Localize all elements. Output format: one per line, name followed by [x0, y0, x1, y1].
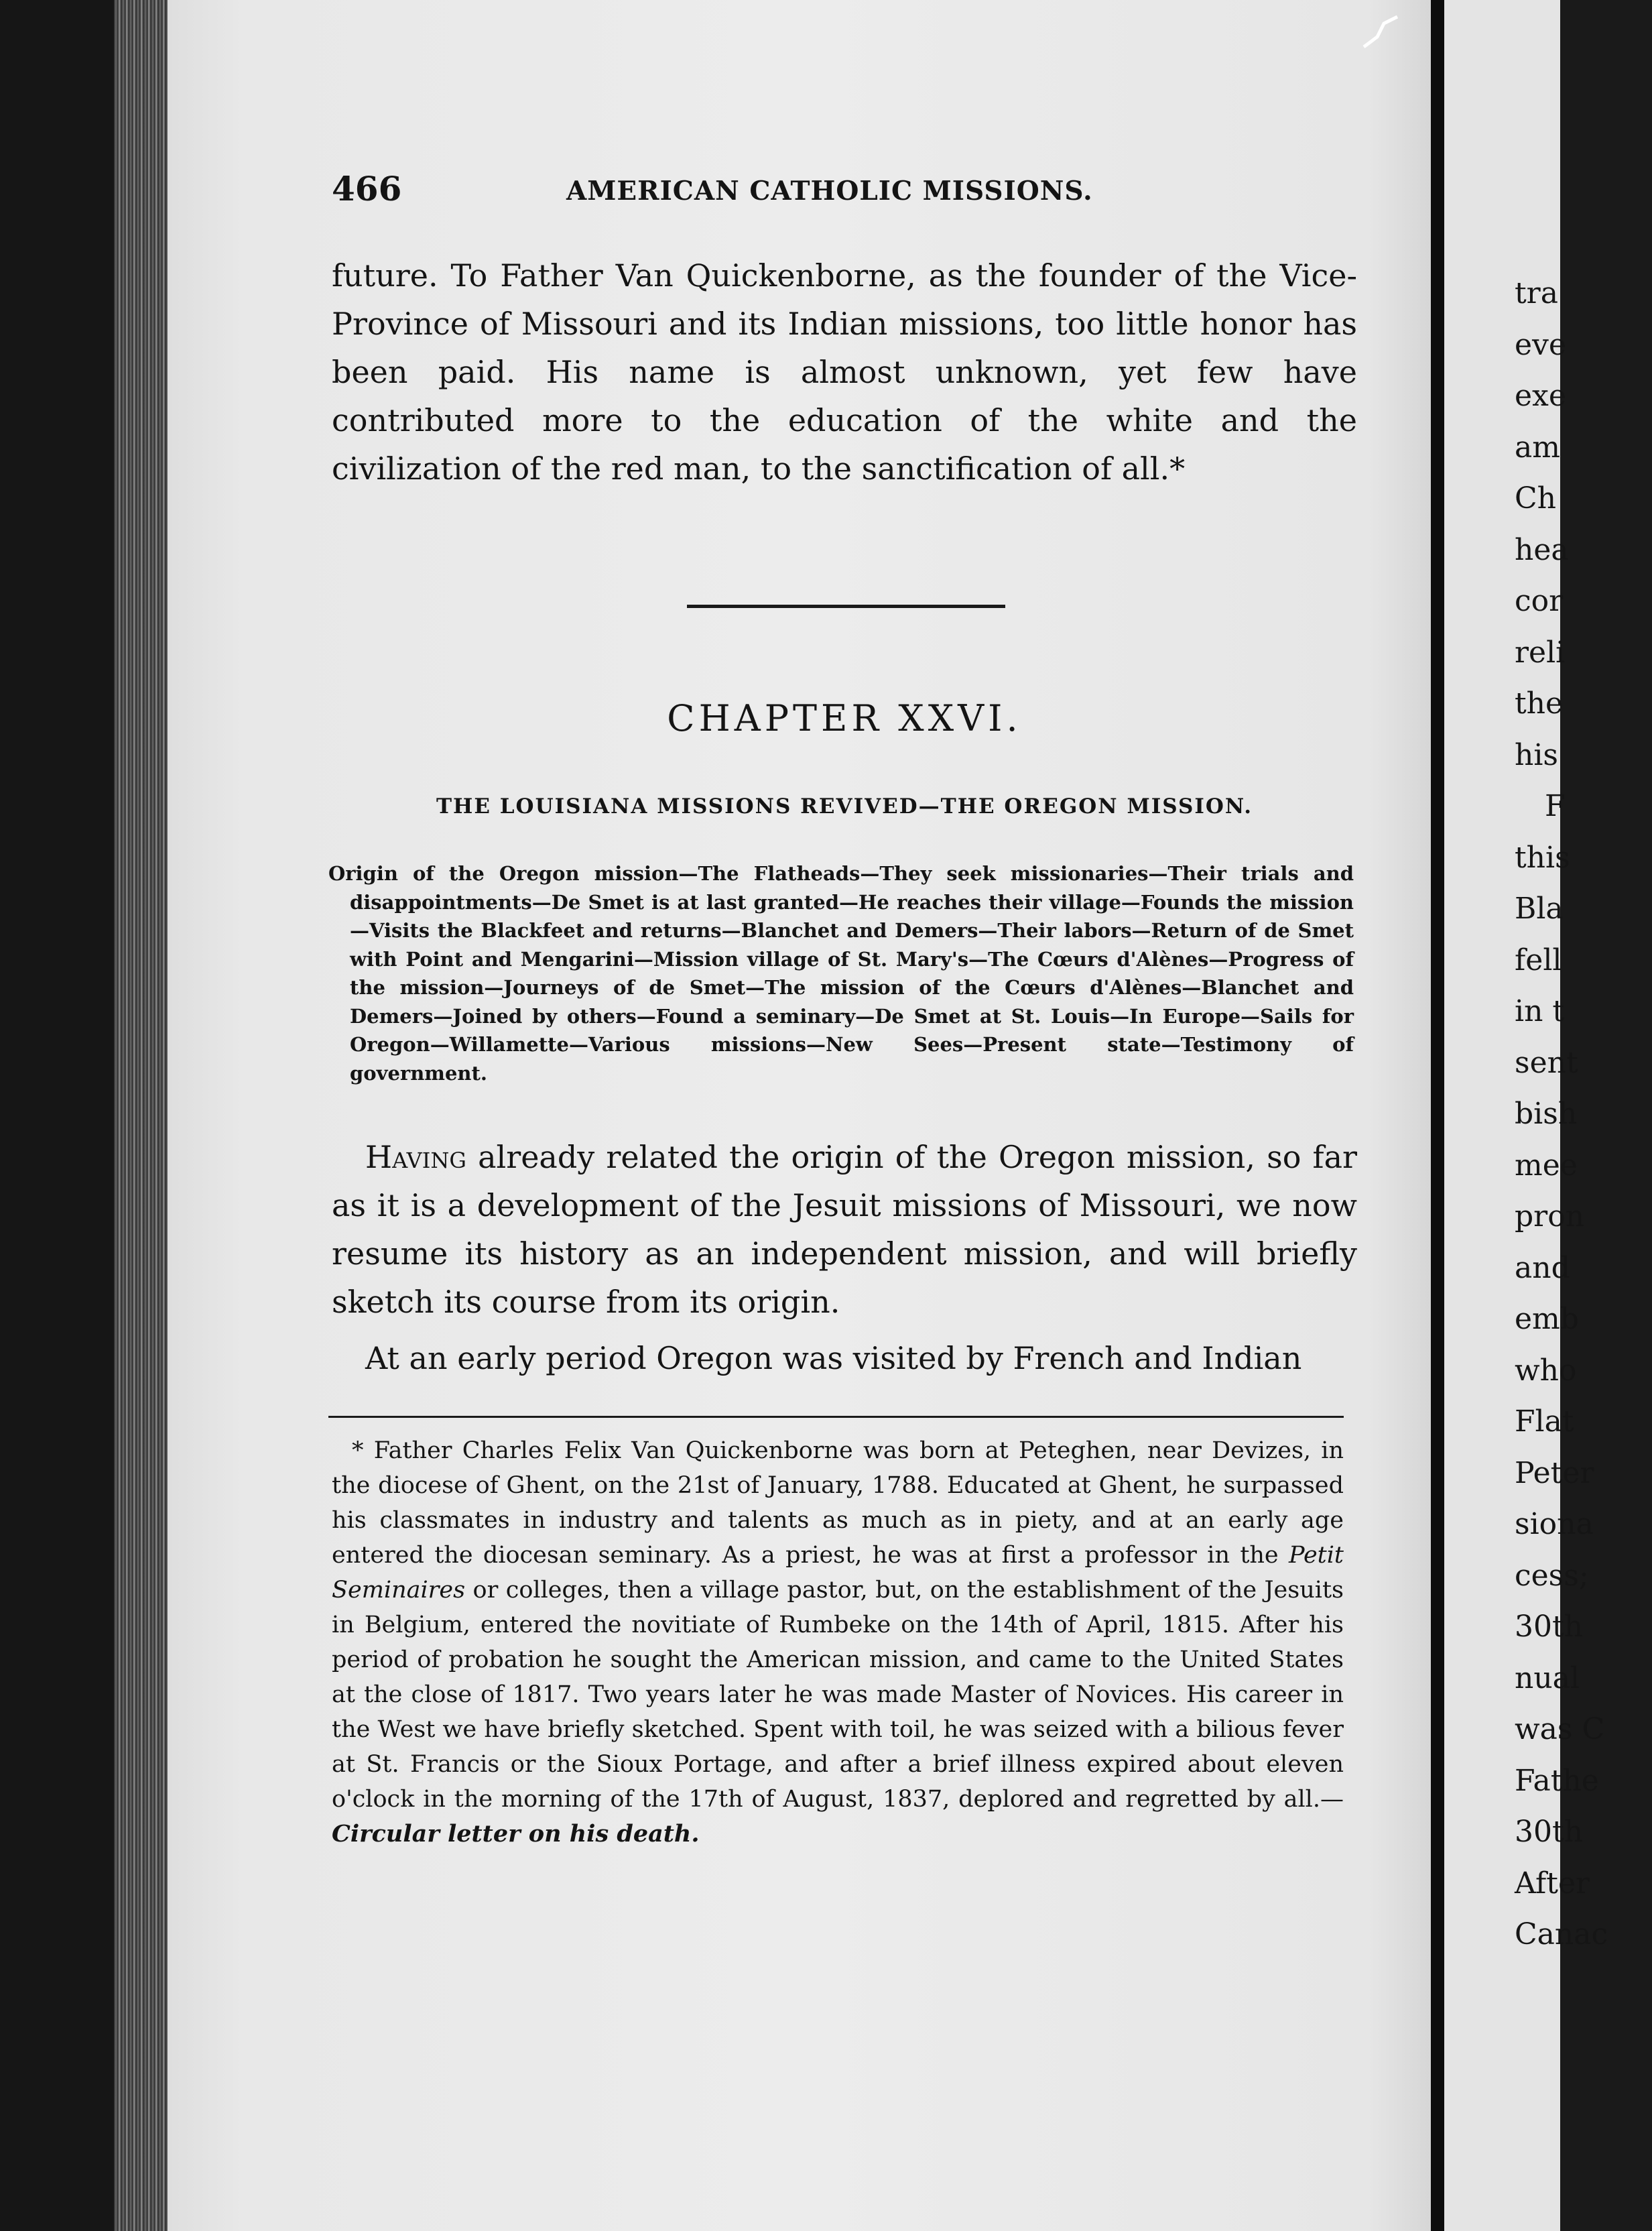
facing-page-line: was C [1515, 1712, 1605, 1746]
footnote-citation: Circular letter on his death. [332, 1820, 700, 1848]
facing-page-line: emb [1515, 1302, 1579, 1336]
facing-page-line: Peter [1515, 1455, 1594, 1490]
facing-page-line: sent [1515, 1045, 1578, 1080]
facing-page-line: in t [1515, 994, 1565, 1028]
chapter-number: CHAPTER XXVI. [667, 697, 1022, 739]
facing-page-line: and [1515, 1250, 1570, 1285]
footnote-text-1: * Father Charles Felix Van Quickenborne was born at Peteghen, near Devizes, in the diocese of Ghent, on the 21st of January, 1788. Educated at Ghent, he surpassed his classmates in industry and talents as much as in piety, and at an early age entered the diocesan seminary. As a priest, he was at first a professor in the [332, 1437, 1344, 1569]
facing-page-line: 30th [1515, 1815, 1584, 1849]
running-head [332, 169, 1371, 216]
facing-page-line: cess; [1515, 1558, 1589, 1593]
facing-page-line: reli [1515, 635, 1566, 670]
running-head-title: AMERICAN CATHOLIC MISSIONS. [566, 176, 1093, 206]
facing-page-line: Canac [1515, 1917, 1608, 1951]
chapter-title: THE LOUISIANA MISSIONS REVIVED—THE OREGON MISSION. [436, 794, 1253, 819]
facing-page-line: mee [1515, 1148, 1578, 1183]
paragraph-opening [332, 1133, 1357, 1326]
facing-page-line: exe [1515, 379, 1566, 413]
book-gutter [1431, 0, 1444, 2231]
corner-tear-mark [1360, 13, 1401, 54]
facing-page-line: 30th [1515, 1610, 1584, 1644]
footnote [332, 1433, 1344, 1852]
facing-page-line: F [1545, 789, 1566, 823]
facing-page-line: eve [1515, 327, 1566, 362]
facing-page-line: this [1515, 840, 1570, 875]
facing-page-line: fell [1515, 943, 1562, 977]
facing-page-line: who [1515, 1353, 1577, 1388]
footnote-rule [328, 1416, 1344, 1418]
facing-page-line: Fathe [1515, 1763, 1599, 1798]
facing-page-line: tra [1515, 276, 1558, 310]
facing-page-line: cor [1515, 584, 1564, 618]
facing-page-line: After [1515, 1866, 1590, 1901]
paragraph-next: At an early period Oregon was visited by French and Indian [365, 1340, 1302, 1376]
facing-page-line: the [1515, 686, 1564, 721]
facing-page-line: Bla [1515, 892, 1564, 926]
paragraph-lead-word: Having [365, 1139, 466, 1175]
facing-page-line: bish [1515, 1097, 1578, 1131]
facing-page-line: am [1515, 430, 1560, 465]
paragraph-continued: future. To Father Van Quickenborne, as the founder of the Vice-Province of Missouri and its Indian missions, too little honor has been paid. His name is almost unknown, yet few have contributed more to the education of the white and the civilization of the red man, to the sanctification of all.* [332, 257, 1357, 487]
facing-page-fragment [1444, 0, 1608, 2231]
page-number: 466 [332, 169, 402, 208]
facing-page-line: Ch [1515, 481, 1557, 516]
facing-page-line: pron [1515, 1199, 1585, 1233]
paragraph-opening-text: already related the origin of the Oregon mission, so far as it is a development of the Jesuit missions of Missouri, we now resume its history as an independent mission, and will briefly sketch its course from its origin. [332, 1139, 1357, 1320]
facing-page-line: nual [1515, 1661, 1580, 1695]
footnote-text-2: or colleges, then a village pastor, but, on the establishment of the Jesuits in Belgium, entered the novitiate of Rumbeke on the 14th of April, 1815. After his period of probation he sought the American mission, and came to the United States at the close of 1817. Two years later he was made Master of Novices. His career in the West we have briefly sketched. Spent with toil, he was seized with a bilious fever at St. Francis or the Sioux Portage, and after a brief illness expired about eleven o'clock in the morning of the 17th of August, 1837, deplored and regretted by all.— [332, 1577, 1344, 1813]
section-divider [687, 605, 1005, 608]
facing-page-line: his [1515, 737, 1558, 772]
footnote-italic-term: Petit Seminaires [332, 1542, 1344, 1604]
chapter-summary: Origin of the Oregon mission—The Flatheads—They seek missionaries—Their trials and disappointments—De Smet is at last granted—He reaches their village—Founds the mission—Visits the Blackfeet and returns—Blanchet and Demers—Their labors—Return of de Smet with Point and Mengarini—Mission village of St. Mary's—The Cœurs d'Alènes—Progress of the mission—Journeys of de Smet—The mission of the Cœurs d'Alènes—Blanchet and Demers—Joined by others—Found a seminary—De Smet at St. Louis—In Europe—Sails for Oregon—Willamette—Various missions—New Sees—Present state—Testimony of government. [328, 862, 1354, 1085]
page-edges [114, 0, 174, 2231]
facing-page-line: hea [1515, 532, 1569, 567]
facing-page-line: siona [1515, 1507, 1594, 1541]
facing-page-line: Flat [1515, 1404, 1574, 1439]
